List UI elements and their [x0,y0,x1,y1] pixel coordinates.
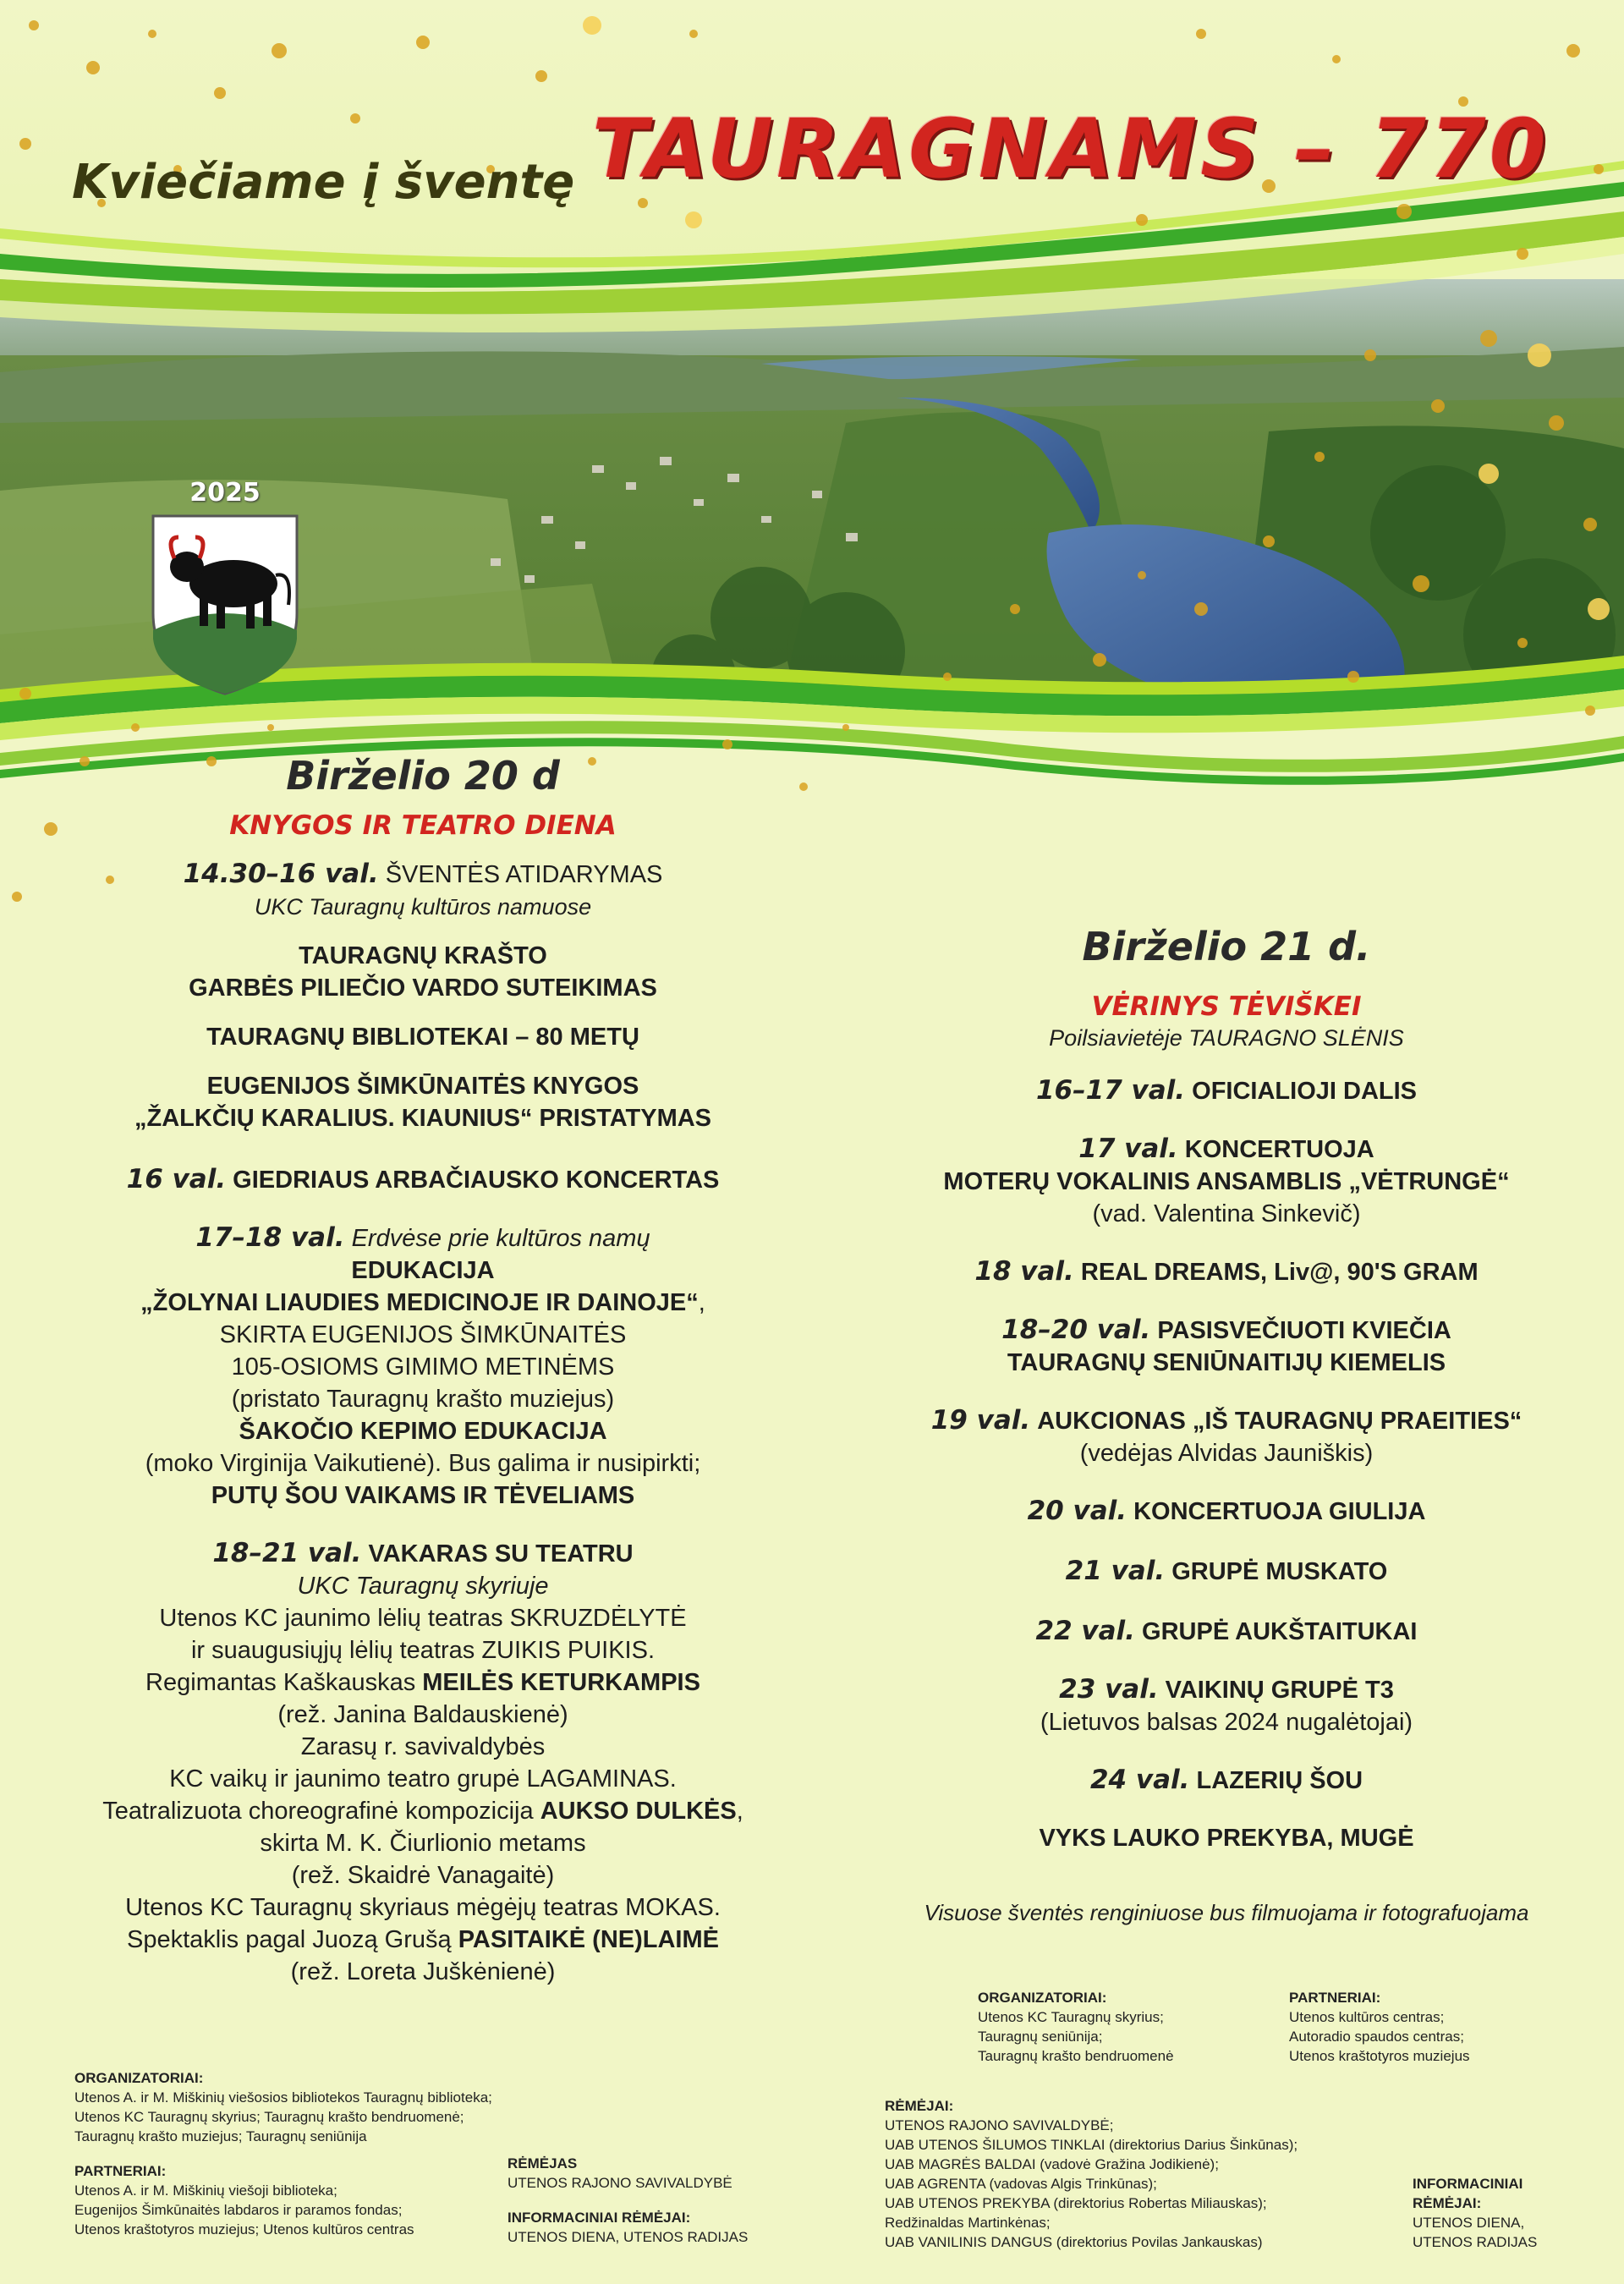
day1-theatre [76,1537,770,1570]
section-heading: RĖMĖJAI: [885,2098,954,2114]
day2-event [854,1255,1599,1288]
day2-event [854,1314,1599,1347]
day2-event [854,1555,1599,1588]
event-line: ŠAKOČIO KEPIMO EDUKACIJA [239,1418,607,1445]
event-title: OFICIALIOJI DALIS [1192,1078,1417,1105]
day1-column [76,753,770,1988]
event-line: (moko Virginija Vaikutienė). Bus galima ir nusipirkti; [145,1450,701,1477]
footer-left-organizers [74,2068,548,2239]
footer-right-partners [1289,1988,1594,2066]
time-label: 23 val. [1059,1674,1159,1705]
event-title: AUKCIONAS „IŠ TAURAGNŲ PRAEITIES“ [1037,1408,1522,1435]
coat-of-arms [149,478,301,698]
footer-line: UAB UTENOS ŠILUMOS TINKLAI (direktorius Darius Šinkūnas); [885,2137,1298,2153]
event-title: PASITAIKĖ (NE)LAIMĖ [458,1926,719,1953]
event-line: (pristato Tauragnų krašto muziejus) [231,1386,615,1413]
day1-education-header [76,1222,770,1255]
event-line: TAURAGNŲ KRAŠTO [299,942,547,969]
footer-line: UTENOS DIENA, UTENOS RADIJAS [508,2229,749,2245]
main-title: TAURAGNAMS – 770 [592,102,1550,196]
event-title: ŠVENTĖS ATIDARYMAS [385,861,663,888]
event-title: REAL DREAMS, Liv@, 90'S GRAM [1080,1259,1479,1286]
event-line: skirta M. K. Čiurlionio metams [260,1830,586,1857]
footer-line: Redžinaldas Martinkėnas; [885,2215,1051,2231]
event-title: VAIKINŲ GRUPĖ T3 [1165,1677,1394,1704]
venue-label: UKC Tauragnų kultūros namuose [254,894,592,920]
day2-column [854,924,1599,1929]
time-label: 17–18 val. [195,1222,345,1253]
event-text: Regimantas Kaškauskas [145,1669,423,1696]
section-heading: ORGANIZATORIAI: [978,1990,1107,2006]
event-line [76,1924,770,1956]
day2-event [854,1133,1599,1166]
day2-date: Birželio 21 d. [1082,924,1371,969]
punctuation: , [736,1798,743,1825]
footer-line: Utenos A. ir M. Miškinių viešoji biblioteka; [74,2182,337,2199]
event-title: LAZERIŲ ŠOU [1196,1767,1363,1794]
footer-line: UAB VANILINIS DANGUS (direktorius Povilas Jankauskas) [885,2234,1263,2250]
footer-line: Tauragnų krašto muziejus; Tauragnų seniūnija [74,2128,367,2144]
bull-shield-icon [149,512,301,698]
day1-concert [76,1163,770,1196]
footer-line: UTENOS RAJONO SAVIVALDYBĖ; [885,2117,1114,2133]
event-line: PUTŲ ŠOU VAIKAMS IR TĖVELIAMS [211,1482,635,1509]
event-line: GARBĖS PILIEČIO VARDO SUTEIKIMAS [189,975,657,1002]
time-label: 20 val. [1027,1496,1127,1526]
event-line [76,1287,770,1319]
section-heading: RĖMĖJAS [508,2155,578,2171]
footer-line: UAB AGRENTA (vadovas Algis Trinkūnas); [885,2176,1157,2192]
event-line: (rež. Skaidrė Vanagaitė) [291,1862,555,1889]
event-line: (vad. Valentina Sinkevič) [1092,1200,1361,1227]
market-note: VYKS LAUKO PREKYBA, MUGĖ [1039,1825,1414,1852]
footer-line: Utenos KC Tauragnų skyrius; Tauragnų krašto bendruomenė; [74,2109,464,2125]
event-line: EUGENIJOS ŠIMKŪNAITĖS KNYGOS [206,1073,639,1100]
invite-heading: Kviečiame į šventę [72,155,575,210]
event-line: (rež. Janina Baldauskienė) [277,1701,568,1728]
event-line: EDUKACIJA [351,1257,495,1284]
footer-right-sponsors [885,2096,1392,2252]
section-heading: PARTNERIAI: [1289,1990,1381,2006]
footer-line: UTENOS DIENA, [1413,2215,1525,2231]
event-title: MEILĖS KETURKAMPIS [422,1669,700,1696]
day2-event [854,1404,1599,1437]
footer-line: Tauragnų seniūnija; [978,2029,1103,2045]
footer-line: Tauragnų krašto bendruomenė [978,2048,1174,2064]
day2-event [854,1495,1599,1528]
time-label: 16 val. [126,1164,227,1194]
day2-event [854,1074,1599,1107]
day2-theme: VĖRINYS TĖVIŠKEI [1091,991,1362,1022]
footer-left-sponsors [508,2154,812,2247]
event-line [76,1795,770,1827]
section-heading: PARTNERIAI: [74,2163,167,2179]
time-label: 18–21 val. [212,1538,362,1568]
footer-right-organizers [978,1988,1282,2066]
footer-line: Utenos kultūros centras; [1289,2009,1445,2025]
event-title: VAKARAS SU TEATRU [368,1540,634,1568]
footer-line: UTENOS RAJONO SAVIVALDYBĖ [508,2175,732,2191]
section-heading: RĖMĖJAI: [1413,2195,1482,2211]
year-label: 2025 [189,478,261,508]
footer-line: Eugenijos Šimkūnaitės labdaros ir paramos fondas; [74,2202,403,2218]
filming-note: Visuose šventės renginiuose bus filmuojama ir fotografuojama [924,1900,1529,1925]
footer-line: Utenos kraštotyros muziejus [1289,2048,1470,2064]
day2-event [854,1615,1599,1648]
footer-line: UAB MAGRĖS BALDAI (vadovė Gražina Jodikienė); [885,2156,1219,2172]
time-label: 24 val. [1089,1765,1190,1795]
venue-label: Erdvėse prie kultūros namų [351,1225,650,1252]
event-line: TAURAGNŲ BIBLIOTEKAI – 80 METŲ [206,1024,639,1051]
footer-line: Utenos KC Tauragnų skyrius; [978,2009,1164,2025]
time-label: 22 val. [1035,1616,1135,1646]
event-text: Teatralizuota choreografinė kompozicija [102,1798,540,1825]
venue-label: Poilsiavietėje TAURAGNO SLĖNIS [1049,1025,1404,1051]
day2-event [854,1673,1599,1706]
venue-label: UKC Tauragnų skyriuje [297,1573,549,1600]
section-heading: INFORMACINIAI RĖMĖJAI: [508,2210,691,2226]
event-line: SKIRTA EUGENIJOS ŠIMKŪNAITĖS [219,1321,627,1348]
day1-opening [76,858,770,891]
event-line [76,1666,770,1699]
event-line: MOTERŲ VOKALINIS ANSAMBLIS „VĖTRUNGĖ“ [943,1168,1510,1195]
footer-line: Utenos kraštotyros muziejus; Utenos kultūros centras [74,2221,414,2237]
event-line: (vedėjas Alvidas Jauniškis) [1079,1440,1374,1467]
section-heading: ORGANIZATORIAI: [74,2070,204,2086]
event-title: GRUPĖ AUKŠTAITUKAI [1142,1618,1418,1645]
event-title: PASISVEČIUOTI KVIEČIA [1157,1317,1451,1344]
event-text: Spektaklis pagal Juozą Grušą [127,1926,458,1953]
event-title: KONCERTUOJA GIULIJA [1133,1498,1426,1525]
event-line: 105-OSIOMS GIMIMO METINĖMS [231,1353,615,1381]
time-label: 18 val. [974,1256,1074,1287]
event-title: „ŽOLYNAI LIAUDIES MEDICINOJE IR DAINOJE“ [140,1289,699,1316]
event-line: TAURAGNŲ SENIŪNAITIJŲ KIEMELIS [1007,1349,1446,1376]
event-title: GRUPĖ MUSKATO [1171,1558,1388,1585]
footer-right-media [1413,2174,1599,2252]
time-label: 14.30–16 val. [183,859,379,889]
event-line: (Lietuvos balsas 2024 nugalėtojai) [1040,1709,1413,1736]
event-line: ir suaugusiųjų lėlių teatras ZUIKIS PUIKIS. [190,1637,655,1664]
event-line: Utenos KC Tauragnų skyriaus mėgėjų teatras MOKAS. [125,1894,721,1921]
event-line: Utenos KC jaunimo lėlių teatras SKRUZDĖLYTĖ [159,1605,687,1632]
event-title: GIEDRIAUS ARBAČIAUSKO KONCERTAS [233,1167,720,1194]
time-label: 19 val. [930,1405,1031,1436]
section-heading: INFORMACINIAI [1413,2176,1523,2192]
footer-line: UAB UTENOS PREKYBA (direktorius Robertas Miliauskas); [885,2195,1267,2211]
event-line: „ŽALKČIŲ KARALIUS. KIAUNIUS“ PRISTATYMAS [134,1105,712,1132]
event-line: Zarasų r. savivaldybės [300,1733,546,1760]
day1-theme: KNYGOS IR TEATRO DIENA [229,810,617,841]
event-line: KC vaikų ir jaunimo teatro grupė LAGAMINAS. [169,1765,677,1793]
event-line: (rež. Loreta Juškėnienė) [290,1958,556,1985]
punctuation: , [698,1289,705,1316]
day2-event [854,1764,1599,1797]
event-title: KONCERTUOJA [1184,1136,1374,1163]
event-title: AUKSO DULKĖS [540,1798,737,1825]
time-label: 17 val. [1078,1134,1178,1164]
time-label: 16–17 val. [1035,1075,1186,1106]
footer-line: UTENOS RADIJAS [1413,2234,1538,2250]
footer-line: Utenos A. ir M. Miškinių viešosios bibliotekos Tauragnų biblioteka; [74,2089,492,2106]
day1-date: Birželio 20 d [286,753,560,799]
footer-line: Autoradio spaudos centras; [1289,2029,1464,2045]
time-label: 21 val. [1065,1556,1166,1586]
time-label: 18–20 val. [1001,1315,1151,1345]
